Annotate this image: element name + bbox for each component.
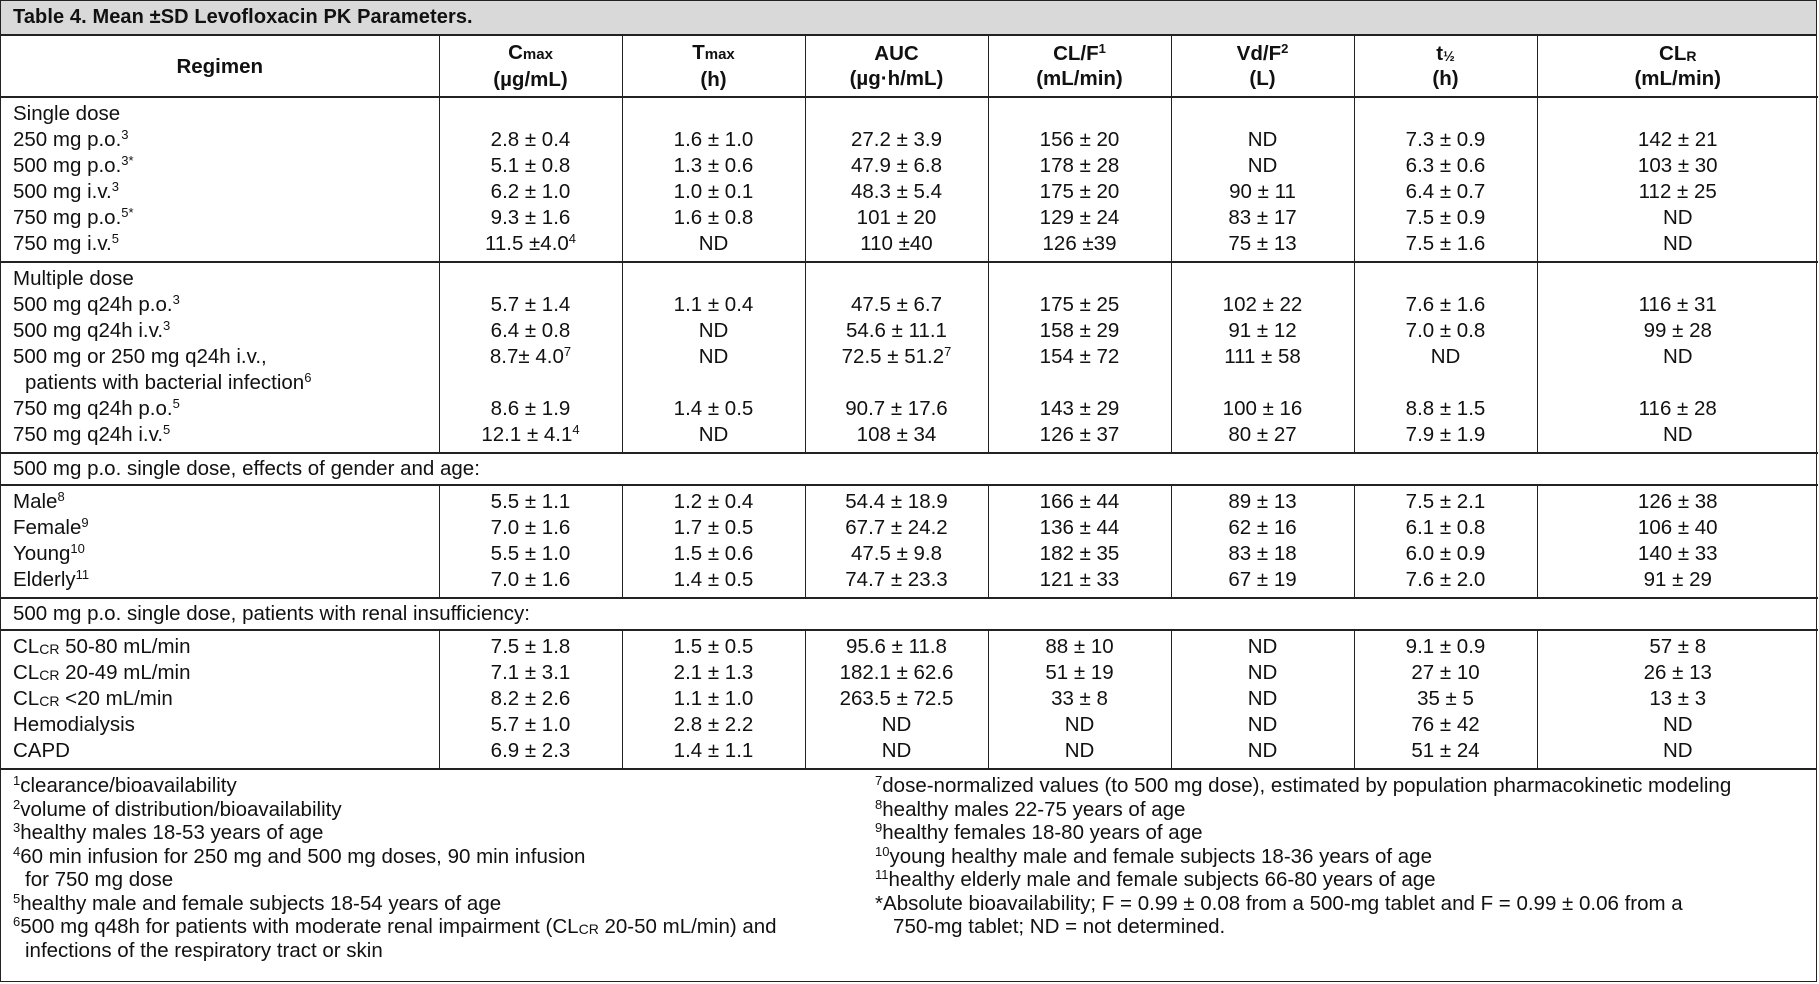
cmax-cell: 5.7 ± 1.0 [439, 712, 622, 738]
footnote: $^{10}$young healthy male and female subjects 18-36 years of age [875, 843, 1432, 868]
cmax-cell: 8.6 ± 1.9 [439, 396, 622, 422]
cmax-cell: 7.0 ± 1.6 [439, 567, 622, 598]
cmax-cell: 5.7 ± 1.4 [439, 292, 622, 318]
thalf-cell: 6.4 ± 0.7 [1354, 179, 1537, 205]
vdf-cell: 100 ± 16 [1171, 396, 1354, 422]
vdf-cell: ND [1171, 660, 1354, 686]
vdf-cell: ND [1171, 127, 1354, 153]
clf-cell: 182 ± 35 [988, 541, 1171, 567]
header-vdf: $Vd/F^2$ (L) [1171, 36, 1354, 97]
auc-cell: 54.4 ± 18.9 [805, 485, 988, 515]
footnote: $^3$healthy males 18-53 years of age [13, 820, 324, 844]
auc-cell: 47.9 ± 6.8 [805, 153, 988, 179]
table-row [1, 153, 1818, 179]
table-row [1, 179, 1818, 205]
pk-parameters-table [1, 36, 1818, 768]
clf-cell: ND [988, 738, 1171, 768]
cmax-cell: 2.8 ± 0.4 [439, 127, 622, 153]
footnote: $^6$500 mg q48h for patients with moderate renal impairment ($CL_{CR}$ 20-50 mL/min) and infections of the respiratory tract or skin [13, 914, 777, 962]
vdf-cell: ND [1171, 738, 1354, 768]
clf-cell: 126 ±39 [988, 231, 1171, 262]
cmax-cell: 9.3 ± 1.6 [439, 205, 622, 231]
vdf-cell: 102 ± 22 [1171, 292, 1354, 318]
footnotes-left-column [1, 774, 868, 962]
regimen-cell: Male$^8$ [1, 485, 439, 515]
clf-cell: 175 ± 20 [988, 179, 1171, 205]
cmax-cell: $8.7\pm 4.0^7$ [439, 344, 622, 396]
tmax-cell: 1.3 ± 0.6 [622, 153, 805, 179]
clr-cell: 103 ± 30 [1537, 153, 1818, 179]
regimen-cell: 500 mg p.o.$^{3*}$ [13, 153, 134, 177]
regimen-cell: $CL_{CR} <20$ mL/min [13, 687, 173, 710]
footnote: $^5$healthy male and female subjects 18-54 years of age [13, 890, 502, 915]
vdf-cell: 111 ± 58 [1171, 344, 1354, 396]
thalf-cell: 7.6 ± 2.0 [1354, 567, 1537, 598]
clr-cell: 106 ± 40 [1537, 515, 1818, 541]
thalf-cell: 7.5 ± 2.1 [1354, 485, 1537, 515]
footnote-asterisk: *Absolute bioavailability; F = 0.99 ± 0.08 from a 500-mg tablet and F = 0.99 ± 0.06 from a 750-mg tablet; ND = not determined. [875, 891, 1683, 938]
thalf-cell: 7.0 ± 0.8 [1354, 318, 1537, 344]
clr-cell: 116 ± 31 [1537, 292, 1818, 318]
footnote: $^{11}$healthy elderly male and female subjects 66-80 years of age [875, 867, 1436, 891]
clr-cell: ND [1537, 712, 1818, 738]
auc-cell: 263.5 ± 72.5 [805, 686, 988, 712]
vdf-cell: 75 ± 13 [1171, 231, 1354, 262]
header-row [1, 36, 1818, 97]
footnote: $^9$healthy females 18-80 years of age [875, 820, 1203, 844]
regimen-cell: Young$^{10}$ [13, 541, 85, 565]
vdf-cell: 80 ± 27 [1171, 422, 1354, 453]
table-row [1, 660, 1818, 686]
regimen-cell: Female$^9$ [13, 515, 89, 539]
clr-cell: ND [1537, 231, 1818, 262]
table-row [1, 422, 1818, 453]
section-heading: 500 mg p.o. single dose, patients with renal insufficiency: [1, 598, 1818, 630]
thalf-cell: 35 ± 5 [1354, 686, 1537, 712]
thalf-cell: 8.8 ± 1.5 [1354, 396, 1537, 422]
regimen-cell: 500 mg or 250 mg q24h i.v., patients with bacterial infection$^6$ [13, 345, 312, 394]
cmax-cell: 8.2 ± 2.6 [439, 686, 622, 712]
tmax-cell: ND [622, 344, 805, 396]
section-heading-row [1, 97, 1818, 127]
table-row [1, 630, 1818, 660]
clr-cell: 140 ± 33 [1537, 541, 1818, 567]
clr-cell: ND [1537, 344, 1818, 396]
auc-cell: 27.2 ± 3.9 [805, 127, 988, 153]
thalf-cell: 7.6 ± 1.6 [1354, 292, 1537, 318]
thalf-cell: 6.0 ± 0.9 [1354, 541, 1537, 567]
tmax-cell: ND [622, 318, 805, 344]
clf-cell: 178 ± 28 [988, 153, 1171, 179]
header-tmax: Tmax (h) [622, 36, 805, 97]
header-clf: $CL/F^1$ (mL/min) [988, 36, 1171, 97]
cmax-cell: 7.0 ± 1.6 [439, 515, 622, 541]
footnote: $^8$healthy males 22-75 years of age [875, 796, 1186, 821]
section-heading: Single dose [13, 102, 121, 125]
table-row [1, 485, 1818, 515]
tmax-cell: ND [622, 422, 805, 453]
clf-cell: 166 ± 44 [988, 485, 1171, 515]
table-row [1, 712, 1818, 738]
cmax-cell: $11.5 \pm 4.0^4$ [439, 231, 622, 262]
regimen-cell: 500 mg q24h p.o.$^3$ [13, 292, 180, 316]
tmax-cell: 2.8 ± 2.2 [622, 712, 805, 738]
clf-cell: 158 ± 29 [988, 318, 1171, 344]
auc-cell: $72.5 \pm 51.2^7$ [805, 344, 988, 396]
table-row [1, 231, 1818, 262]
table-row [1, 686, 1818, 712]
clf-cell: 175 ± 25 [988, 292, 1171, 318]
vdf-cell: 83 ± 17 [1171, 205, 1354, 231]
auc-cell: ND [805, 738, 988, 768]
footnote: $^2$volume of distribution/bioavailability [13, 796, 342, 821]
clf-cell: 136 ± 44 [988, 515, 1171, 541]
cmax-cell: $12.1 \pm 4.1^4$ [439, 422, 622, 453]
cmax-cell: 6.2 ± 1.0 [439, 179, 622, 205]
clr-cell: ND [1537, 422, 1818, 453]
clr-cell: 142 ± 21 [1537, 127, 1818, 153]
table-row [1, 396, 1818, 422]
tmax-cell: ND [622, 231, 805, 262]
section-heading: Multiple dose [1, 262, 439, 292]
clr-cell: 116 ± 28 [1537, 396, 1818, 422]
clf-cell: ND [988, 712, 1171, 738]
section-heading-row [1, 262, 1818, 292]
vdf-cell: 91 ± 12 [1171, 318, 1354, 344]
auc-cell: 95.6 ± 11.8 [805, 630, 988, 660]
table-title: Table 4. Mean ±SD Levofloxacin PK Parameters. [13, 6, 473, 28]
clr-cell: 126 ± 38 [1537, 485, 1818, 515]
clr-cell: ND [1537, 738, 1818, 768]
auc-cell: 48.3 ± 5.4 [805, 179, 988, 205]
cmax-cell: 7.5 ± 1.8 [439, 630, 622, 660]
auc-cell: 110 ±40 [805, 231, 988, 262]
vdf-cell: 67 ± 19 [1171, 567, 1354, 598]
thalf-cell: 7.3 ± 0.9 [1354, 127, 1537, 153]
auc-cell: 74.7 ± 23.3 [805, 567, 988, 598]
tmax-cell: 1.4 ± 1.1 [622, 738, 805, 768]
header-regimen: Regimen [1, 36, 439, 97]
footnotes [1, 768, 1816, 962]
thalf-cell: 76 ± 42 [1354, 712, 1537, 738]
regimen-cell: 750 mg i.v.$^5$ [13, 231, 119, 255]
vdf-cell: 83 ± 18 [1171, 541, 1354, 567]
auc-cell: ND [805, 712, 988, 738]
clr-cell: 57 ± 8 [1537, 630, 1818, 660]
header-auc: AUC (µg·h/mL) [805, 36, 988, 97]
tmax-cell: 1.2 ± 0.4 [622, 485, 805, 515]
table-row [1, 515, 1818, 541]
vdf-cell: 90 ± 11 [1171, 179, 1354, 205]
tmax-cell: 1.1 ± 1.0 [622, 686, 805, 712]
thalf-cell: 7.9 ± 1.9 [1354, 422, 1537, 453]
clf-cell: 129 ± 24 [988, 205, 1171, 231]
cmax-cell: 6.9 ± 2.3 [439, 738, 622, 768]
tmax-cell: 1.4 ± 0.5 [622, 567, 805, 598]
thalf-cell: 7.5 ± 0.9 [1354, 205, 1537, 231]
vdf-cell: 62 ± 16 [1171, 515, 1354, 541]
table-row [1, 205, 1818, 231]
regimen-cell: 750 mg q24h i.v.$^5$ [13, 422, 171, 446]
cmax-cell: 5.5 ± 1.0 [439, 541, 622, 567]
section-heading: 500 mg p.o. single dose, effects of gender and age: [1, 453, 1818, 485]
footnote: $^4$60 min infusion for 250 mg and 500 mg doses, 90 min infusion for 750 mg dose [13, 843, 586, 891]
cmax-cell: 6.4 ± 0.8 [439, 318, 622, 344]
section-band-row [1, 598, 1818, 630]
table-row [1, 318, 1818, 344]
table-row [1, 344, 1818, 396]
clf-cell: 154 ± 72 [988, 344, 1171, 396]
clf-cell: 126 ± 37 [988, 422, 1171, 453]
regimen-cell: 750 mg p.o.$^{5*}$ [13, 205, 134, 229]
footnotes-right-column [868, 774, 1816, 962]
regimen-cell: $CL_{CR}$ 20-49 mL/min [13, 661, 191, 684]
vdf-cell: ND [1171, 686, 1354, 712]
thalf-cell: 51 ± 24 [1354, 738, 1537, 768]
vdf-cell: 89 ± 13 [1171, 485, 1354, 515]
regimen-cell: 750 mg q24h p.o.$^5$ [13, 396, 180, 420]
clf-cell: 88 ± 10 [988, 630, 1171, 660]
cmax-cell: 7.1 ± 3.1 [439, 660, 622, 686]
thalf-cell: ND [1354, 344, 1537, 396]
regimen-cell: 500 mg i.v.$^3$ [13, 179, 119, 203]
table-title-bar [1, 1, 1816, 36]
header-cmax: Cmax (µg/mL) [439, 36, 622, 97]
table-row [1, 738, 1818, 768]
thalf-cell: 7.5 ± 1.6 [1354, 231, 1537, 262]
clf-cell: 143 ± 29 [988, 396, 1171, 422]
header-thalf: $t_{\frac{1}{2}}$ (h) [1354, 36, 1537, 97]
tmax-cell: 2.1 ± 1.3 [622, 660, 805, 686]
tmax-cell: 1.7 ± 0.5 [622, 515, 805, 541]
regimen-cell: $CL_{CR}$ 50-80 mL/min [1, 630, 439, 660]
regimen-cell: Elderly$^{11}$ [13, 567, 90, 591]
vdf-cell: ND [1171, 712, 1354, 738]
tmax-cell: 1.1 ± 0.4 [622, 292, 805, 318]
regimen-cell: CAPD [13, 739, 70, 762]
clr-cell: ND [1537, 205, 1818, 231]
auc-cell: 47.5 ± 9.8 [805, 541, 988, 567]
table-row [1, 567, 1818, 598]
tmax-cell: 1.0 ± 0.1 [622, 179, 805, 205]
vdf-cell: ND [1171, 153, 1354, 179]
clf-cell: 156 ± 20 [988, 127, 1171, 153]
tmax-cell: 1.4 ± 0.5 [622, 396, 805, 422]
cmax-cell: 5.1 ± 0.8 [439, 153, 622, 179]
table-row [1, 127, 1818, 153]
header-clr: $CL_R$ (mL/min) [1537, 36, 1818, 97]
clr-cell: 91 ± 29 [1537, 567, 1818, 598]
section-band-row [1, 453, 1818, 485]
clr-cell: 99 ± 28 [1537, 318, 1818, 344]
regimen-cell: 250 mg p.o.$^3$ [13, 127, 129, 151]
footnote: $^1$clearance/bioavailability [13, 773, 237, 797]
auc-cell: 47.5 ± 6.7 [805, 292, 988, 318]
regimen-cell: 500 mg q24h i.v.$^3$ [13, 318, 171, 342]
tmax-cell: 1.6 ± 1.0 [622, 127, 805, 153]
tmax-cell: 1.5 ± 0.5 [622, 630, 805, 660]
clf-cell: 51 ± 19 [988, 660, 1171, 686]
thalf-cell: 9.1 ± 0.9 [1354, 630, 1537, 660]
footnote: $^7$dose-normalized values (to 500 mg dose), estimated by population pharmacokinetic modeling [875, 773, 1732, 797]
thalf-cell: 6.1 ± 0.8 [1354, 515, 1537, 541]
clr-cell: 26 ± 13 [1537, 660, 1818, 686]
clf-cell: 121 ± 33 [988, 567, 1171, 598]
table-row [1, 541, 1818, 567]
thalf-cell: 6.3 ± 0.6 [1354, 153, 1537, 179]
thalf-cell: 27 ± 10 [1354, 660, 1537, 686]
clr-cell: 13 ± 3 [1537, 686, 1818, 712]
auc-cell: 108 ± 34 [805, 422, 988, 453]
auc-cell: 90.7 ± 17.6 [805, 396, 988, 422]
vdf-cell: ND [1171, 630, 1354, 660]
cmax-cell: 5.5 ± 1.1 [439, 485, 622, 515]
regimen-cell: Hemodialysis [13, 713, 135, 736]
auc-cell: 101 ± 20 [805, 205, 988, 231]
auc-cell: 67.7 ± 24.2 [805, 515, 988, 541]
auc-cell: 182.1 ± 62.6 [805, 660, 988, 686]
auc-cell: 54.6 ± 11.1 [805, 318, 988, 344]
table-row [1, 292, 1818, 318]
tmax-cell: 1.6 ± 0.8 [622, 205, 805, 231]
tmax-cell: 1.5 ± 0.6 [622, 541, 805, 567]
clf-cell: 33 ± 8 [988, 686, 1171, 712]
clr-cell: 112 ± 25 [1537, 179, 1818, 205]
